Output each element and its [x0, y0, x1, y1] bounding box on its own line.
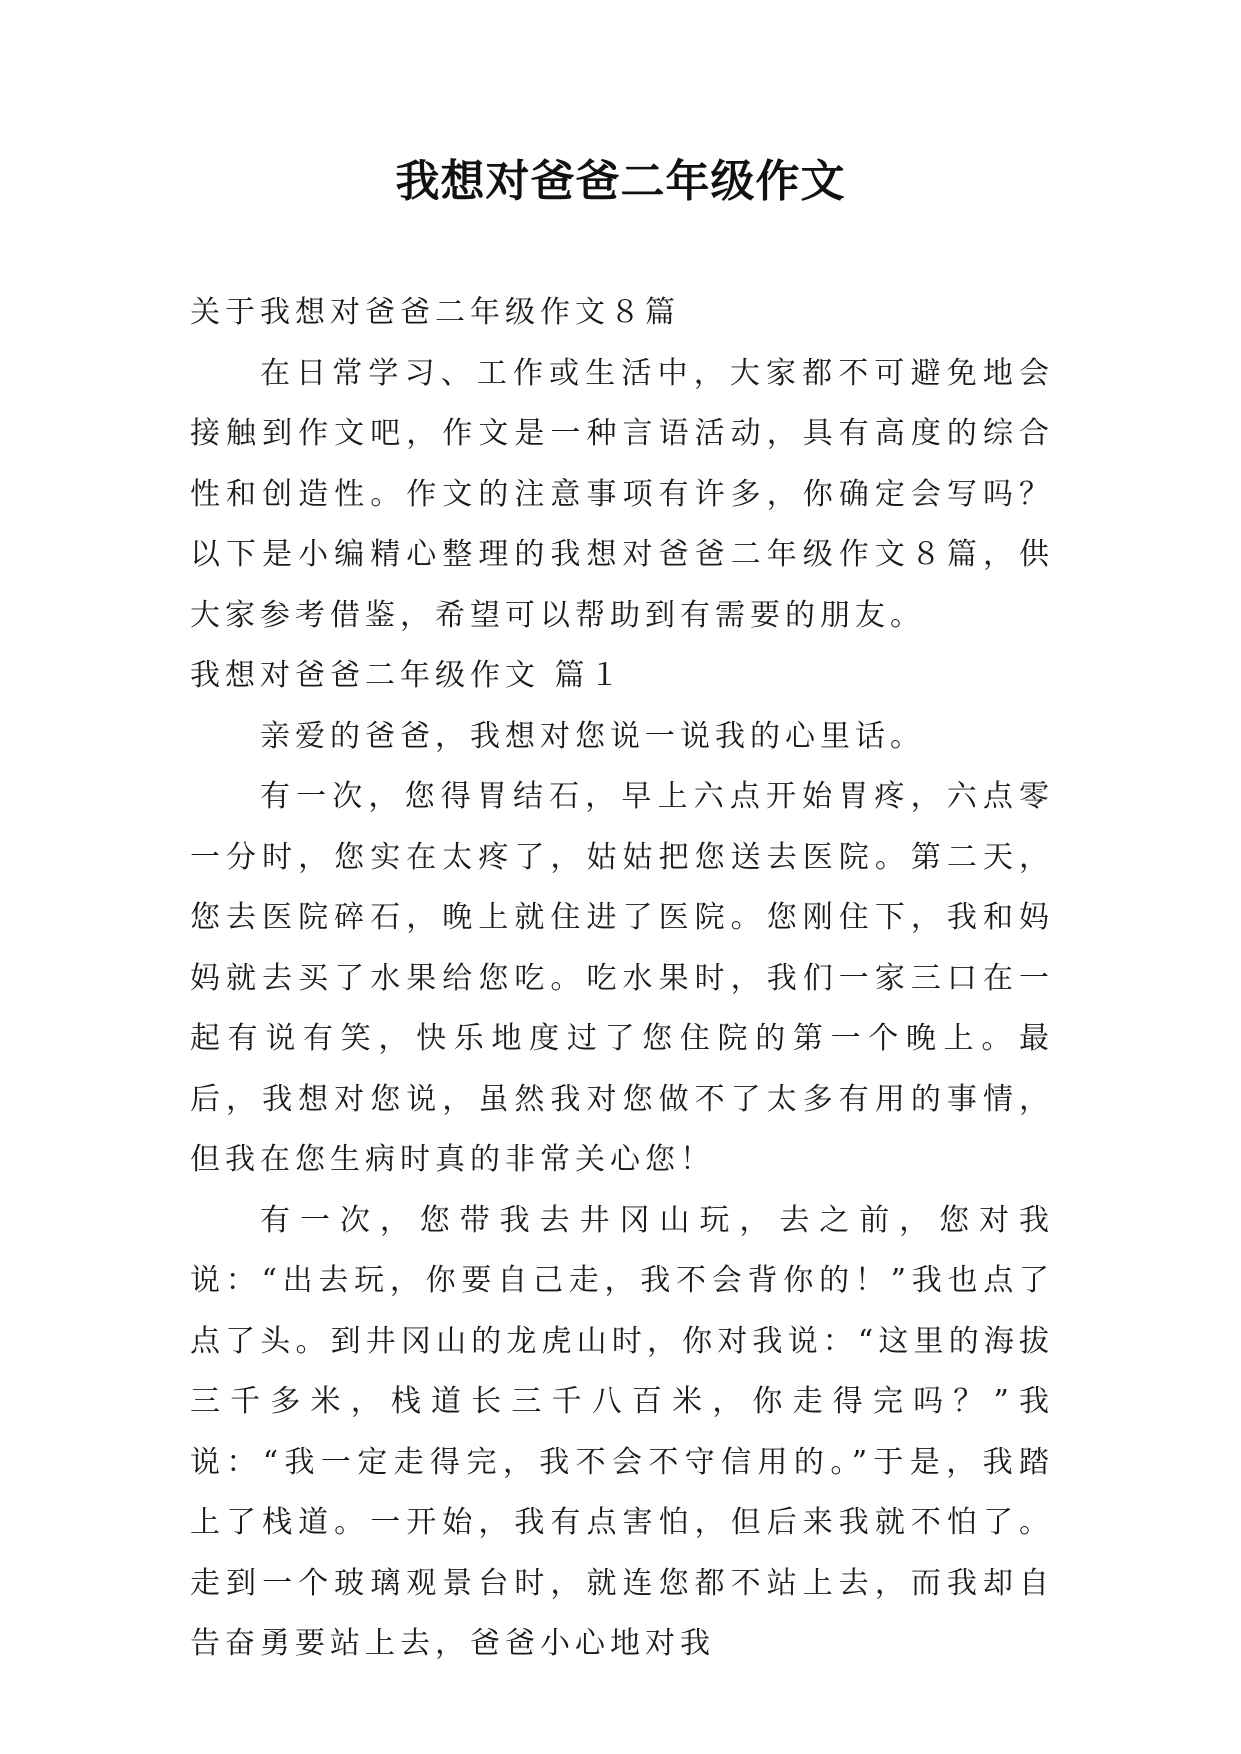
document-body: [190, 283, 1054, 1675]
intro-paragraph: 在日常学习、工作或生活中，大家都不可避免地会接触到作文吧，作文是一种言语活动，具有高度的综合性和创造性。作文的注意事项有许多，你确定会写吗？以下是小编精心整理的我想对爸爸二年级作文８篇，供大家参考借鉴，希望可以帮助到有需要的朋友。: [190, 355, 1054, 633]
essay-paragraph-1: 亲爱的爸爸，我想对您说一说我的心里话。: [260, 718, 925, 754]
subtitle-heading: 关于我想对爸爸二年级作文８篇: [190, 295, 680, 330]
essay-paragraph-2: 有一次，您得胃结石，早上六点开始胃疼，六点零一分时，您实在太疼了，姑姑把您送去医院。第二天，您去医院碎石，晚上就住进了医院。您刚住下，我和妈妈就去买了水果给您吃。吃水果时，我们一家三口在一起有说有笑，快乐地度过了您住院的第一个晚上。最后，我想对您说，虽然我对您做不了太多有用的事情，但我在您生病时真的非常关心您！: [190, 779, 1054, 1177]
essay-heading-1: 我想对爸爸二年级作文 篇１: [190, 658, 625, 693]
essay-paragraph-3: 有一次，您带我去井冈山玩，去之前，您对我说：“出去玩，你要自己走，我不会背你的！”我也点了点了头。到井冈山的龙虎山时，你对我说：“这里的海拔三千多米，栈道长三千八百米，你走得完吗？”我说：“我一定走得完，我不会不守信用的。”于是，我踏上了栈道。一开始，我有点害怕，但后来我就不怕了。走到一个玻璃观景台时，就连您都不站上去，而我却自告奋勇要站上去，爸爸小心地对我: [190, 1202, 1054, 1661]
document-title: 我想对爸爸二年级作文: [395, 156, 846, 207]
